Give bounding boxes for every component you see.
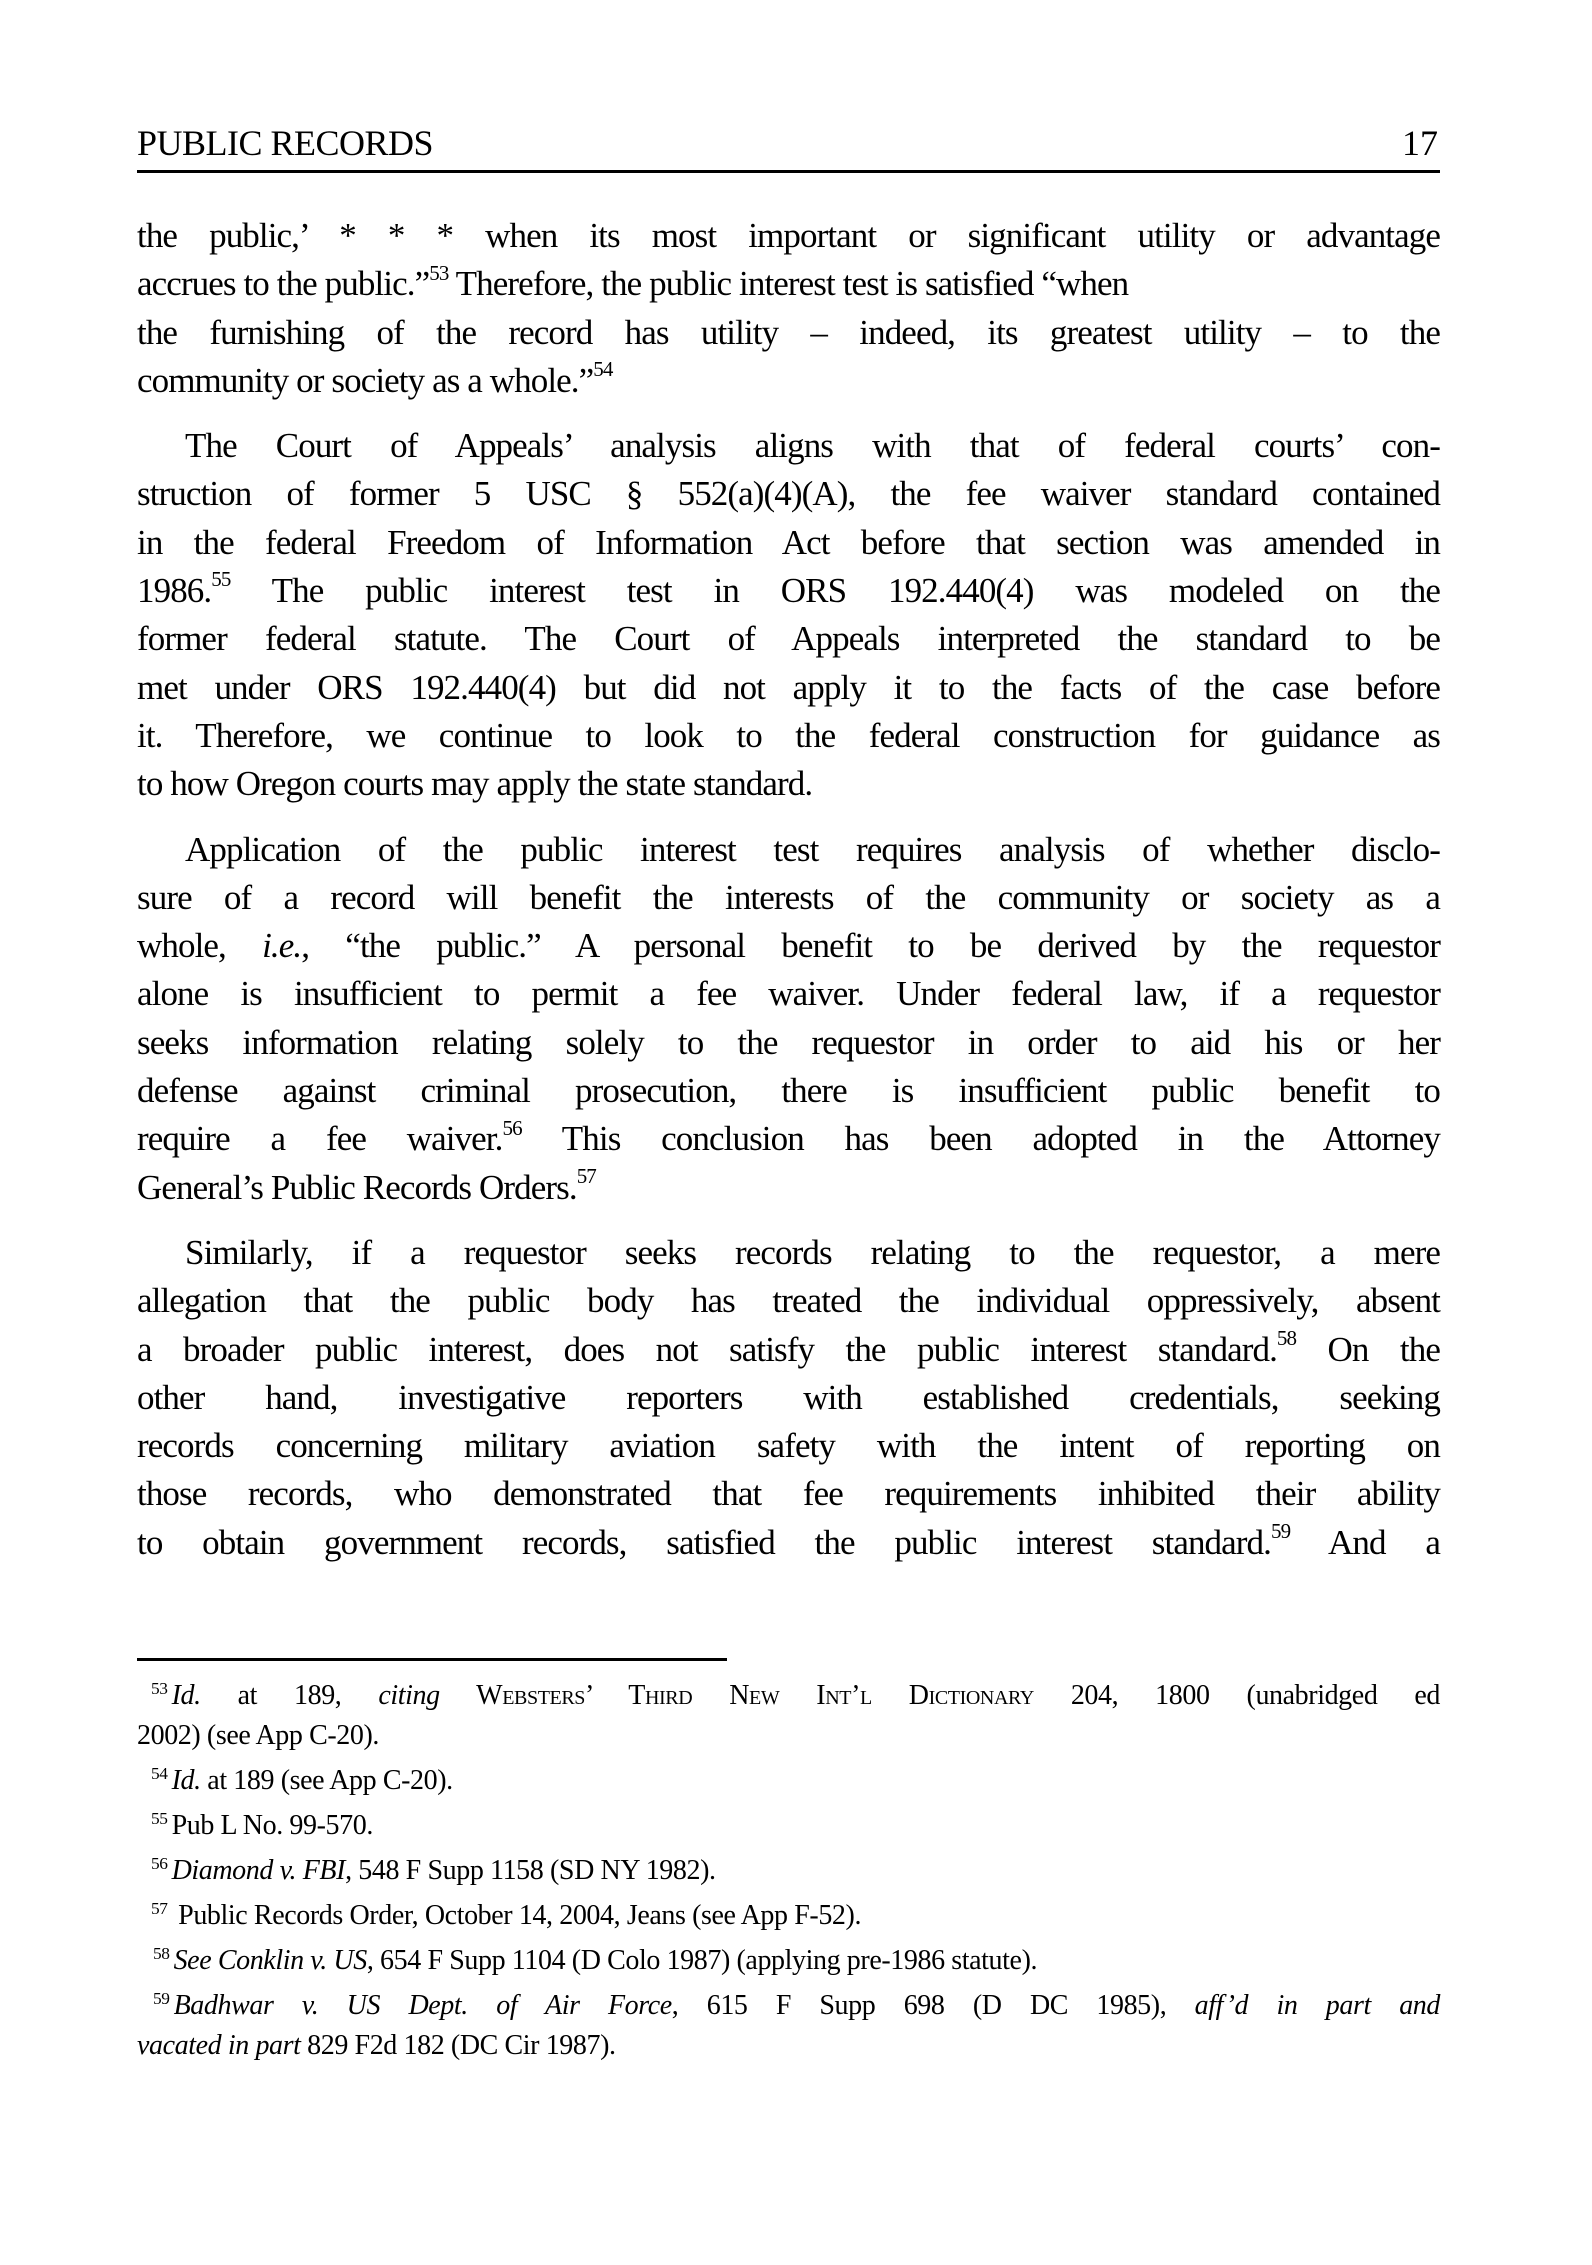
text-line: met under ORS 192.440(4) but did not apply it to the facts of the case before: [137, 667, 1440, 707]
footnote-55: [137, 1806, 1440, 1846]
footnote-number: 56: [151, 1853, 168, 1873]
footnote-58: [137, 1941, 1440, 1981]
text-line: allegation that the public body has treated the individual oppressively, absent: [137, 1281, 1440, 1321]
footnote-ref-53[interactable]: 53: [429, 260, 449, 285]
text-line: to obtain government records, satisfied the public interest standard.$^{59}$ And a: [137, 1518, 1440, 1562]
text-line: the furnishing of the record has utility – indeed, its greatest utility – to the: [137, 312, 1440, 352]
footnote-56: [137, 1851, 1440, 1891]
footnote-line: $^{58}$ See Conklin v. US, 654 F Supp 1104 (D Colo 1987) (applying pre-1986 statute).: [153, 1943, 1038, 1976]
footnote-line: 2002) (see App C-20).: [137, 1720, 380, 1751]
text-line: in the federal Freedom of Information Act before that section was amended in: [137, 522, 1440, 562]
text-line: a broader public interest, does not satisfy the public interest standard.$^{58}$ On the: [137, 1325, 1440, 1369]
text-line: to how Oregon courts may apply the state standard.: [137, 764, 813, 804]
page-number: 17: [1402, 123, 1438, 163]
text-line: 1986.55 The public interest test in ORS 192.440(4) was modeled on the: [137, 567, 1440, 611]
text-line: alone is insufficient to permit a fee waiver. Under federal law, if a requestor: [137, 974, 1440, 1014]
footnote-number: 55: [151, 1808, 168, 1828]
footnote-line: $^{59}$ Badhwar v. US Dept. of Air Force, 615 F Supp 698 (D DC 1985), aff’d in part and: [153, 1988, 1440, 2021]
text-line: sure of a record will benefit the interests of the community or society as a: [137, 877, 1440, 917]
footnote-ref-54[interactable]: 54: [593, 357, 613, 382]
text-line: those records, who demonstrated that fee requirements inhibited their ability: [137, 1474, 1440, 1514]
text-line: Application of the public interest test requires analysis of whether disclo-: [185, 829, 1440, 869]
text-line: defense against criminal prosecution, there is insufficient public benefit to: [137, 1071, 1440, 1111]
text-line: other hand, investigative reporters with established credentials, seeking: [137, 1377, 1440, 1417]
footnote-ref-56[interactable]: 56: [502, 1115, 522, 1140]
footnote-number: 59: [153, 1988, 170, 2008]
footnotes: [137, 1676, 1440, 2066]
paragraph-3: [137, 826, 1440, 1212]
paragraph-1: [137, 212, 1440, 405]
footnote-line: $^{56}$ Diamond v. FBI, 548 F Supp 1158 (SD NY 1982).: [151, 1853, 716, 1886]
text-line: General’s Public Records Orders.$^{57}$: [137, 1163, 596, 1207]
footnote-line: $^{53}$ Id. at 189, citing Websters’ Third New Int’l Dictionary 204, 1800 (unabridged ed: [151, 1678, 1440, 1711]
footnote-59: [137, 1986, 1440, 2066]
footnote-number: 54: [151, 1763, 168, 1783]
paragraph-4: [137, 1229, 1440, 1567]
text-line: the public,’ * * * when its most important or significant utility or advantage: [137, 216, 1440, 255]
text-line: require a fee waiver.$^{56}$ This conclusion has been adopted in the Attorney: [137, 1115, 1440, 1159]
footnote-ref-55[interactable]: 55: [211, 567, 231, 592]
text-line: Similarly, if a requestor seeks records relating to the requestor, a mere: [185, 1232, 1440, 1272]
footnote-ref-58[interactable]: 58: [1276, 1325, 1297, 1350]
footnote-ref-57[interactable]: 57: [576, 1163, 596, 1188]
text-line: records concerning military aviation safety with the intent of reporting on: [137, 1426, 1440, 1466]
text-line: accrues to the public.”$^{53}$ Therefore, the public interest test is satisfied “when: [137, 260, 1129, 304]
footnote-line: $^{57}$ Public Records Order, October 14, 2004, Jeans (see App F-52).: [151, 1898, 862, 1931]
footnote-number: 57: [151, 1898, 168, 1918]
footnote-ref-59[interactable]: 59: [1271, 1518, 1291, 1543]
header-rule: [137, 170, 1440, 173]
body-text: [137, 212, 1440, 1567]
footnote-number: 53: [151, 1678, 168, 1698]
text-line: whole, i.e., “the public.” A personal benefit to be derived by the requestor: [137, 926, 1440, 966]
text-line: struction of former 5 USC § 552(a)(4)(A), the fee waiver standard contained: [137, 474, 1440, 514]
running-title: PUBLIC RECORDS: [137, 123, 434, 163]
paragraph-2: [137, 422, 1440, 808]
text-line: it. Therefore, we continue to look to the federal construction for guidance as: [137, 715, 1440, 755]
footnote-line: vacated in part 829 F2d 182 (DC Cir 1987).: [137, 2030, 616, 2061]
footnote-separator: [137, 1658, 727, 1661]
footnote-line: $^{55}$ Pub L No. 99-570.: [151, 1808, 373, 1841]
text-line: seeks information relating solely to the requestor in order to aid his or her: [137, 1022, 1440, 1062]
footnote-57: [137, 1896, 1440, 1936]
running-header: [137, 118, 1440, 168]
text-line: The Court of Appeals’ analysis aligns with that of federal courts’ con-: [185, 426, 1440, 466]
text-line: former federal statute. The Court of Appeals interpreted the standard to be: [137, 619, 1440, 659]
footnote-54: [137, 1761, 1440, 1801]
footnote-line: $^{54}$ Id. at 189 (see App C-20).: [151, 1763, 453, 1796]
footnote-number: 58: [153, 1943, 170, 1963]
text-line: community or society as a whole.”$^{54}$: [137, 357, 613, 400]
footnote-53: [137, 1676, 1440, 1756]
